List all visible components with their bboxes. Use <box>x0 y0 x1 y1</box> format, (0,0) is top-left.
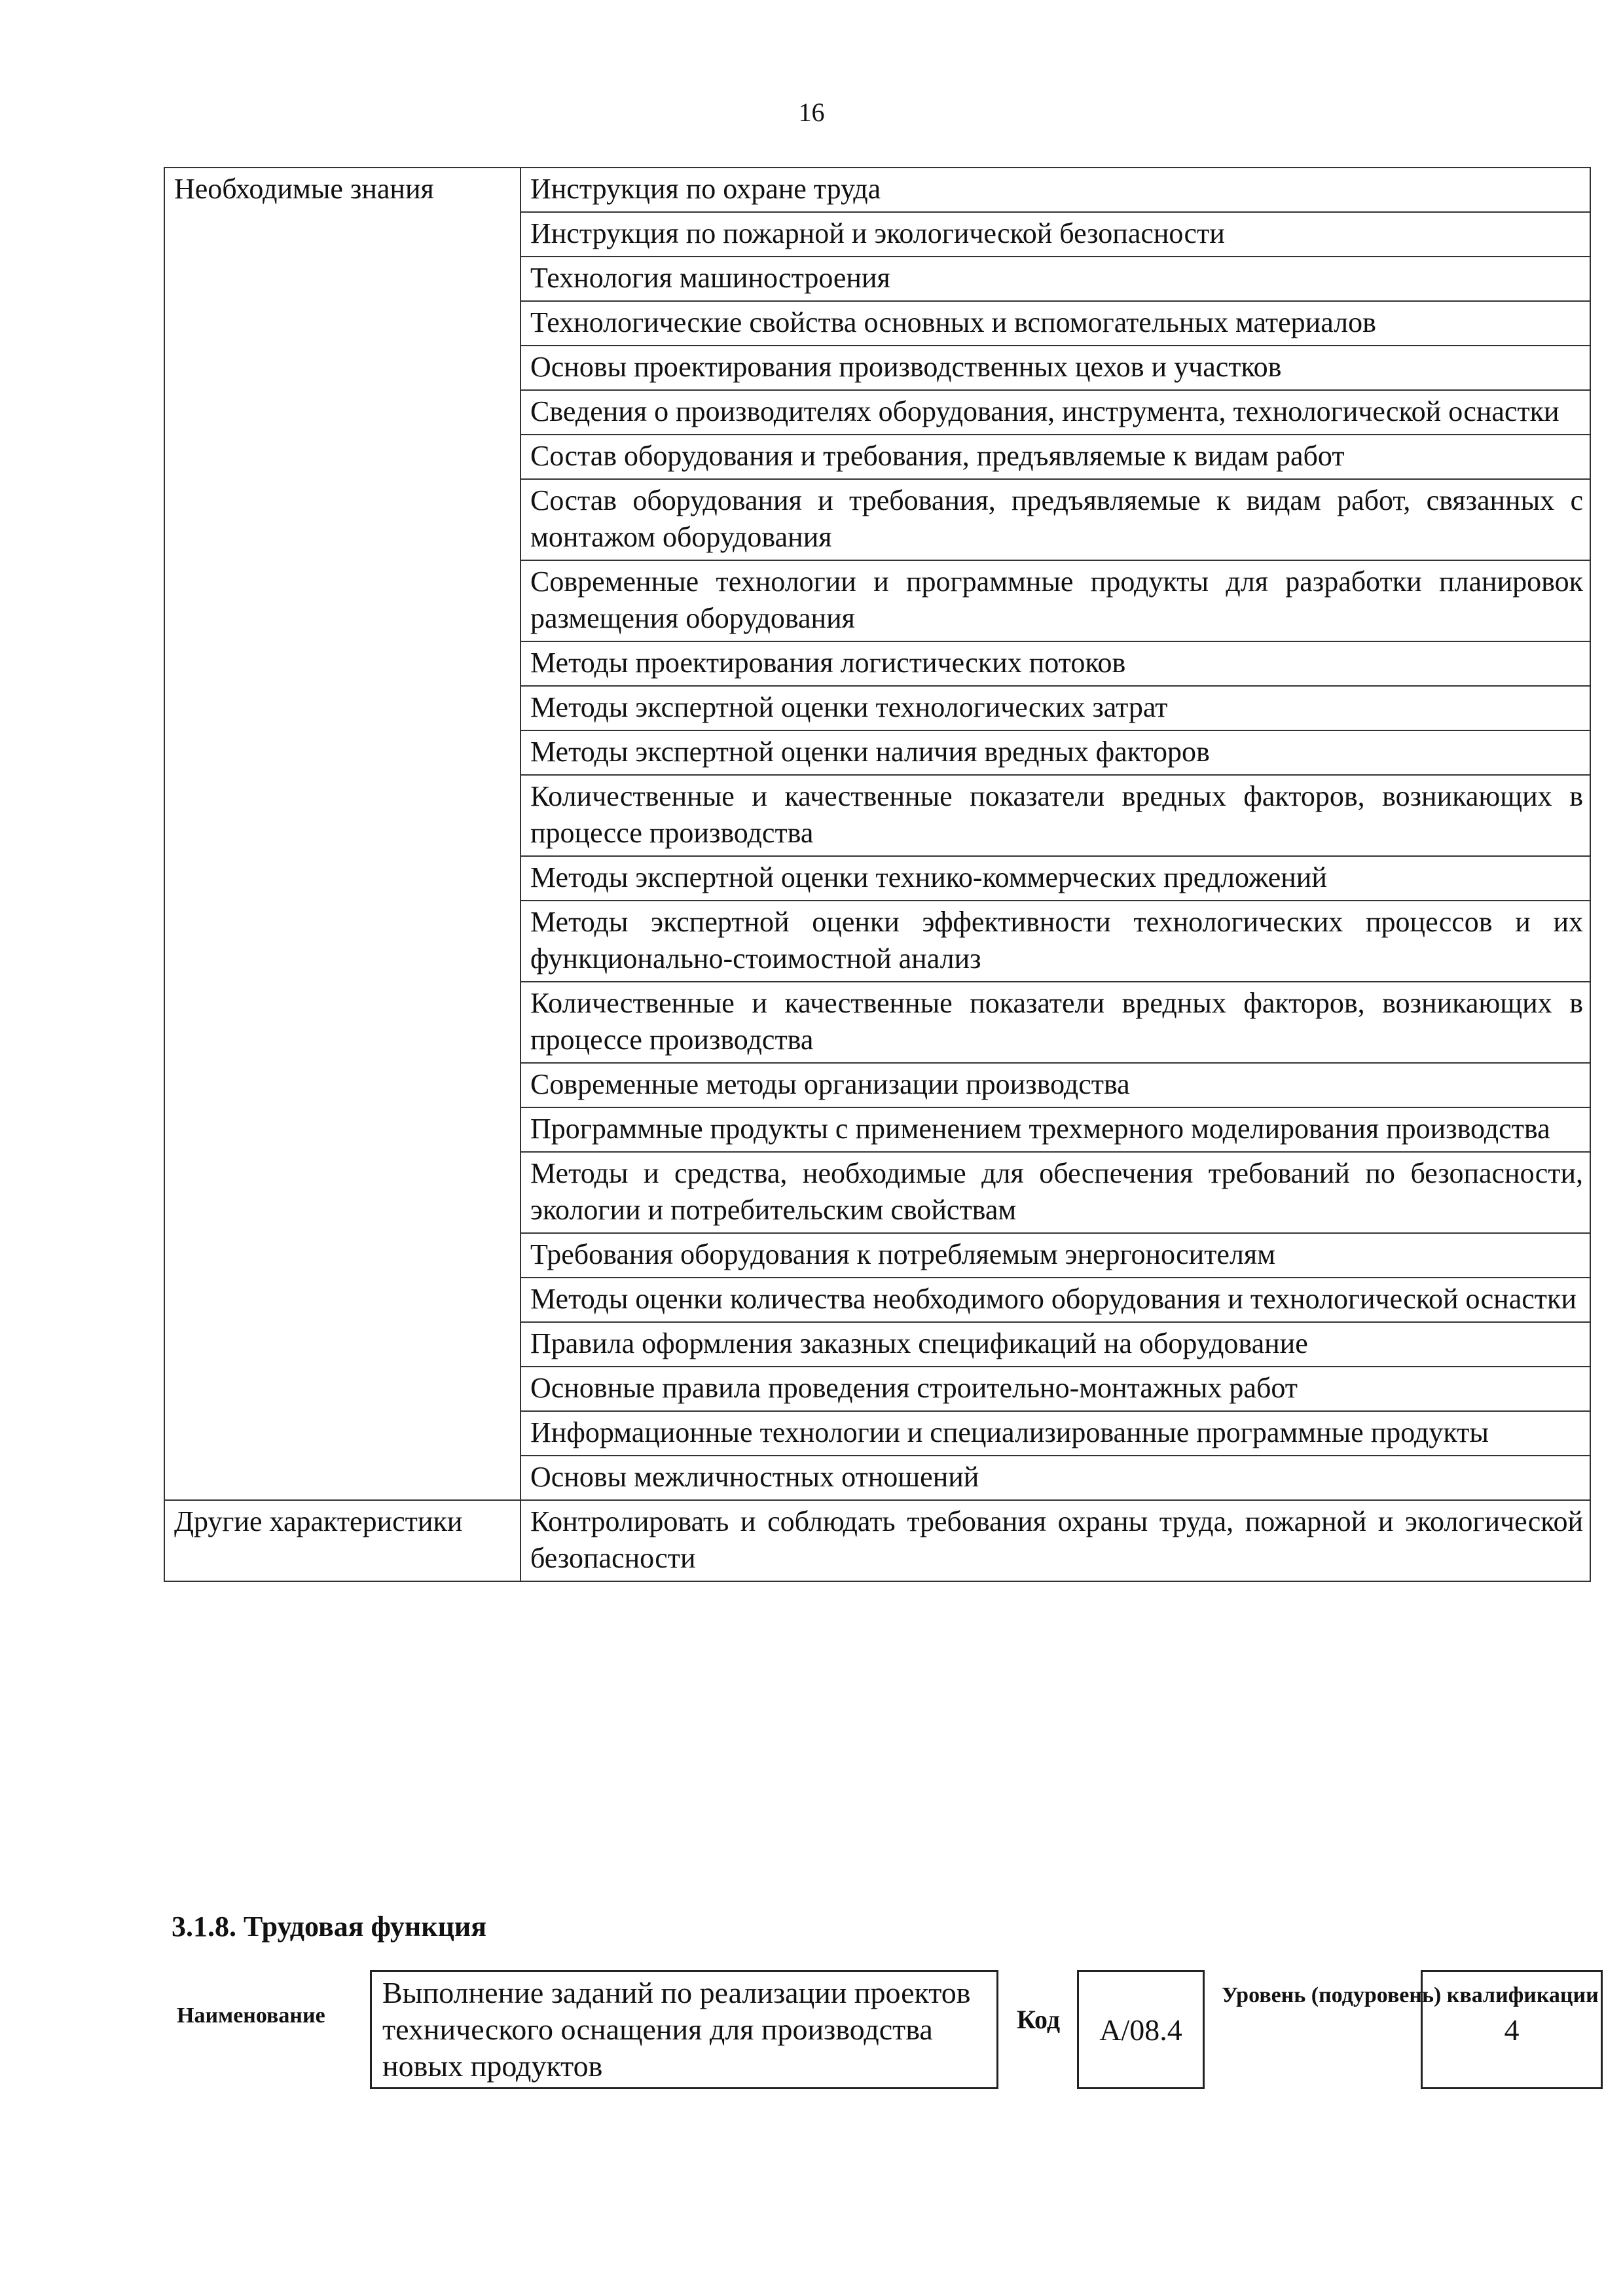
knowledge-item: Программные продукты с применением трехмерного моделирования производства <box>520 1107 1590 1152</box>
knowledge-item: Методы оценки количества необходимого оборудования и технологической оснастки <box>520 1278 1590 1322</box>
knowledge-label-cell: Необходимые знания <box>164 168 520 1500</box>
knowledge-item: Методы экспертной оценки наличия вредных факторов <box>520 730 1590 775</box>
code-value-box: А/08.4 <box>1077 1970 1205 2089</box>
knowledge-row <box>164 168 1590 212</box>
other-characteristics-text: Контролировать и соблюдать требования охраны труда, пожарной и экологической безопасности <box>520 1500 1590 1581</box>
knowledge-item: Состав оборудования и требования, предъявляемые к видам работ, связанных с монтажом оборудования <box>520 479 1590 560</box>
qualification-level-box: 4 <box>1421 1970 1603 2089</box>
knowledge-table-body <box>164 168 1590 1581</box>
qualification-level-label: Уровень (подуровень) квалификации <box>1222 1983 1599 2007</box>
knowledge-item: Инструкция по пожарной и экологической безопасности <box>520 212 1590 257</box>
knowledge-item: Методы экспертной оценки технологических затрат <box>520 686 1590 730</box>
knowledge-item: Количественные и качественные показатели вредных факторов, возникающих в процессе производства <box>520 982 1590 1063</box>
other-characteristics-row <box>164 1500 1590 1581</box>
other-characteristics-label: Другие характеристики <box>164 1500 520 1581</box>
knowledge-table <box>164 167 1591 1582</box>
knowledge-item: Технологические свойства основных и вспомогательных материалов <box>520 301 1590 346</box>
knowledge-item: Технология машиностроения <box>520 257 1590 301</box>
name-value-box: Выполнение заданий по реализации проектов технического оснащения для производства новых продуктов <box>370 1970 998 2089</box>
knowledge-item: Сведения о производителях оборудования, инструмента, технологической оснастки <box>520 390 1590 435</box>
section-heading: 3.1.8. Трудовая функция <box>172 1910 487 1943</box>
knowledge-item: Методы экспертной оценки эффективности технологических процессов и их функционально-стоимостной анализ <box>520 901 1590 982</box>
knowledge-item: Основы межличностных отношений <box>520 1456 1590 1500</box>
knowledge-item: Методы проектирования логистических потоков <box>520 641 1590 686</box>
knowledge-item: Правила оформления заказных спецификаций на оборудование <box>520 1322 1590 1367</box>
knowledge-item: Требования оборудования к потребляемым энергоносителям <box>520 1233 1590 1278</box>
name-label: Наименование <box>177 2003 325 2028</box>
knowledge-item: Основы проектирования производственных цехов и участков <box>520 346 1590 390</box>
page-number: 16 <box>798 98 825 127</box>
knowledge-item: Современные методы организации производства <box>520 1063 1590 1107</box>
knowledge-item: Методы и средства, необходимые для обеспечения требований по безопасности, экологии и потребительским свойствам <box>520 1152 1590 1233</box>
knowledge-item: Состав оборудования и требования, предъявляемые к видам работ <box>520 435 1590 479</box>
knowledge-item: Инструкция по охране труда <box>520 168 1590 212</box>
knowledge-item: Современные технологии и программные продукты для разработки планировок размещения оборудования <box>520 560 1590 641</box>
knowledge-item: Методы экспертной оценки технико-коммерческих предложений <box>520 856 1590 901</box>
code-label: Код <box>1017 2005 1061 2034</box>
knowledge-item: Количественные и качественные показатели вредных факторов, возникающих в процессе производства <box>520 775 1590 856</box>
knowledge-item: Информационные технологии и специализированные программные продукты <box>520 1411 1590 1456</box>
knowledge-item: Основные правила проведения строительно-монтажных работ <box>520 1367 1590 1411</box>
